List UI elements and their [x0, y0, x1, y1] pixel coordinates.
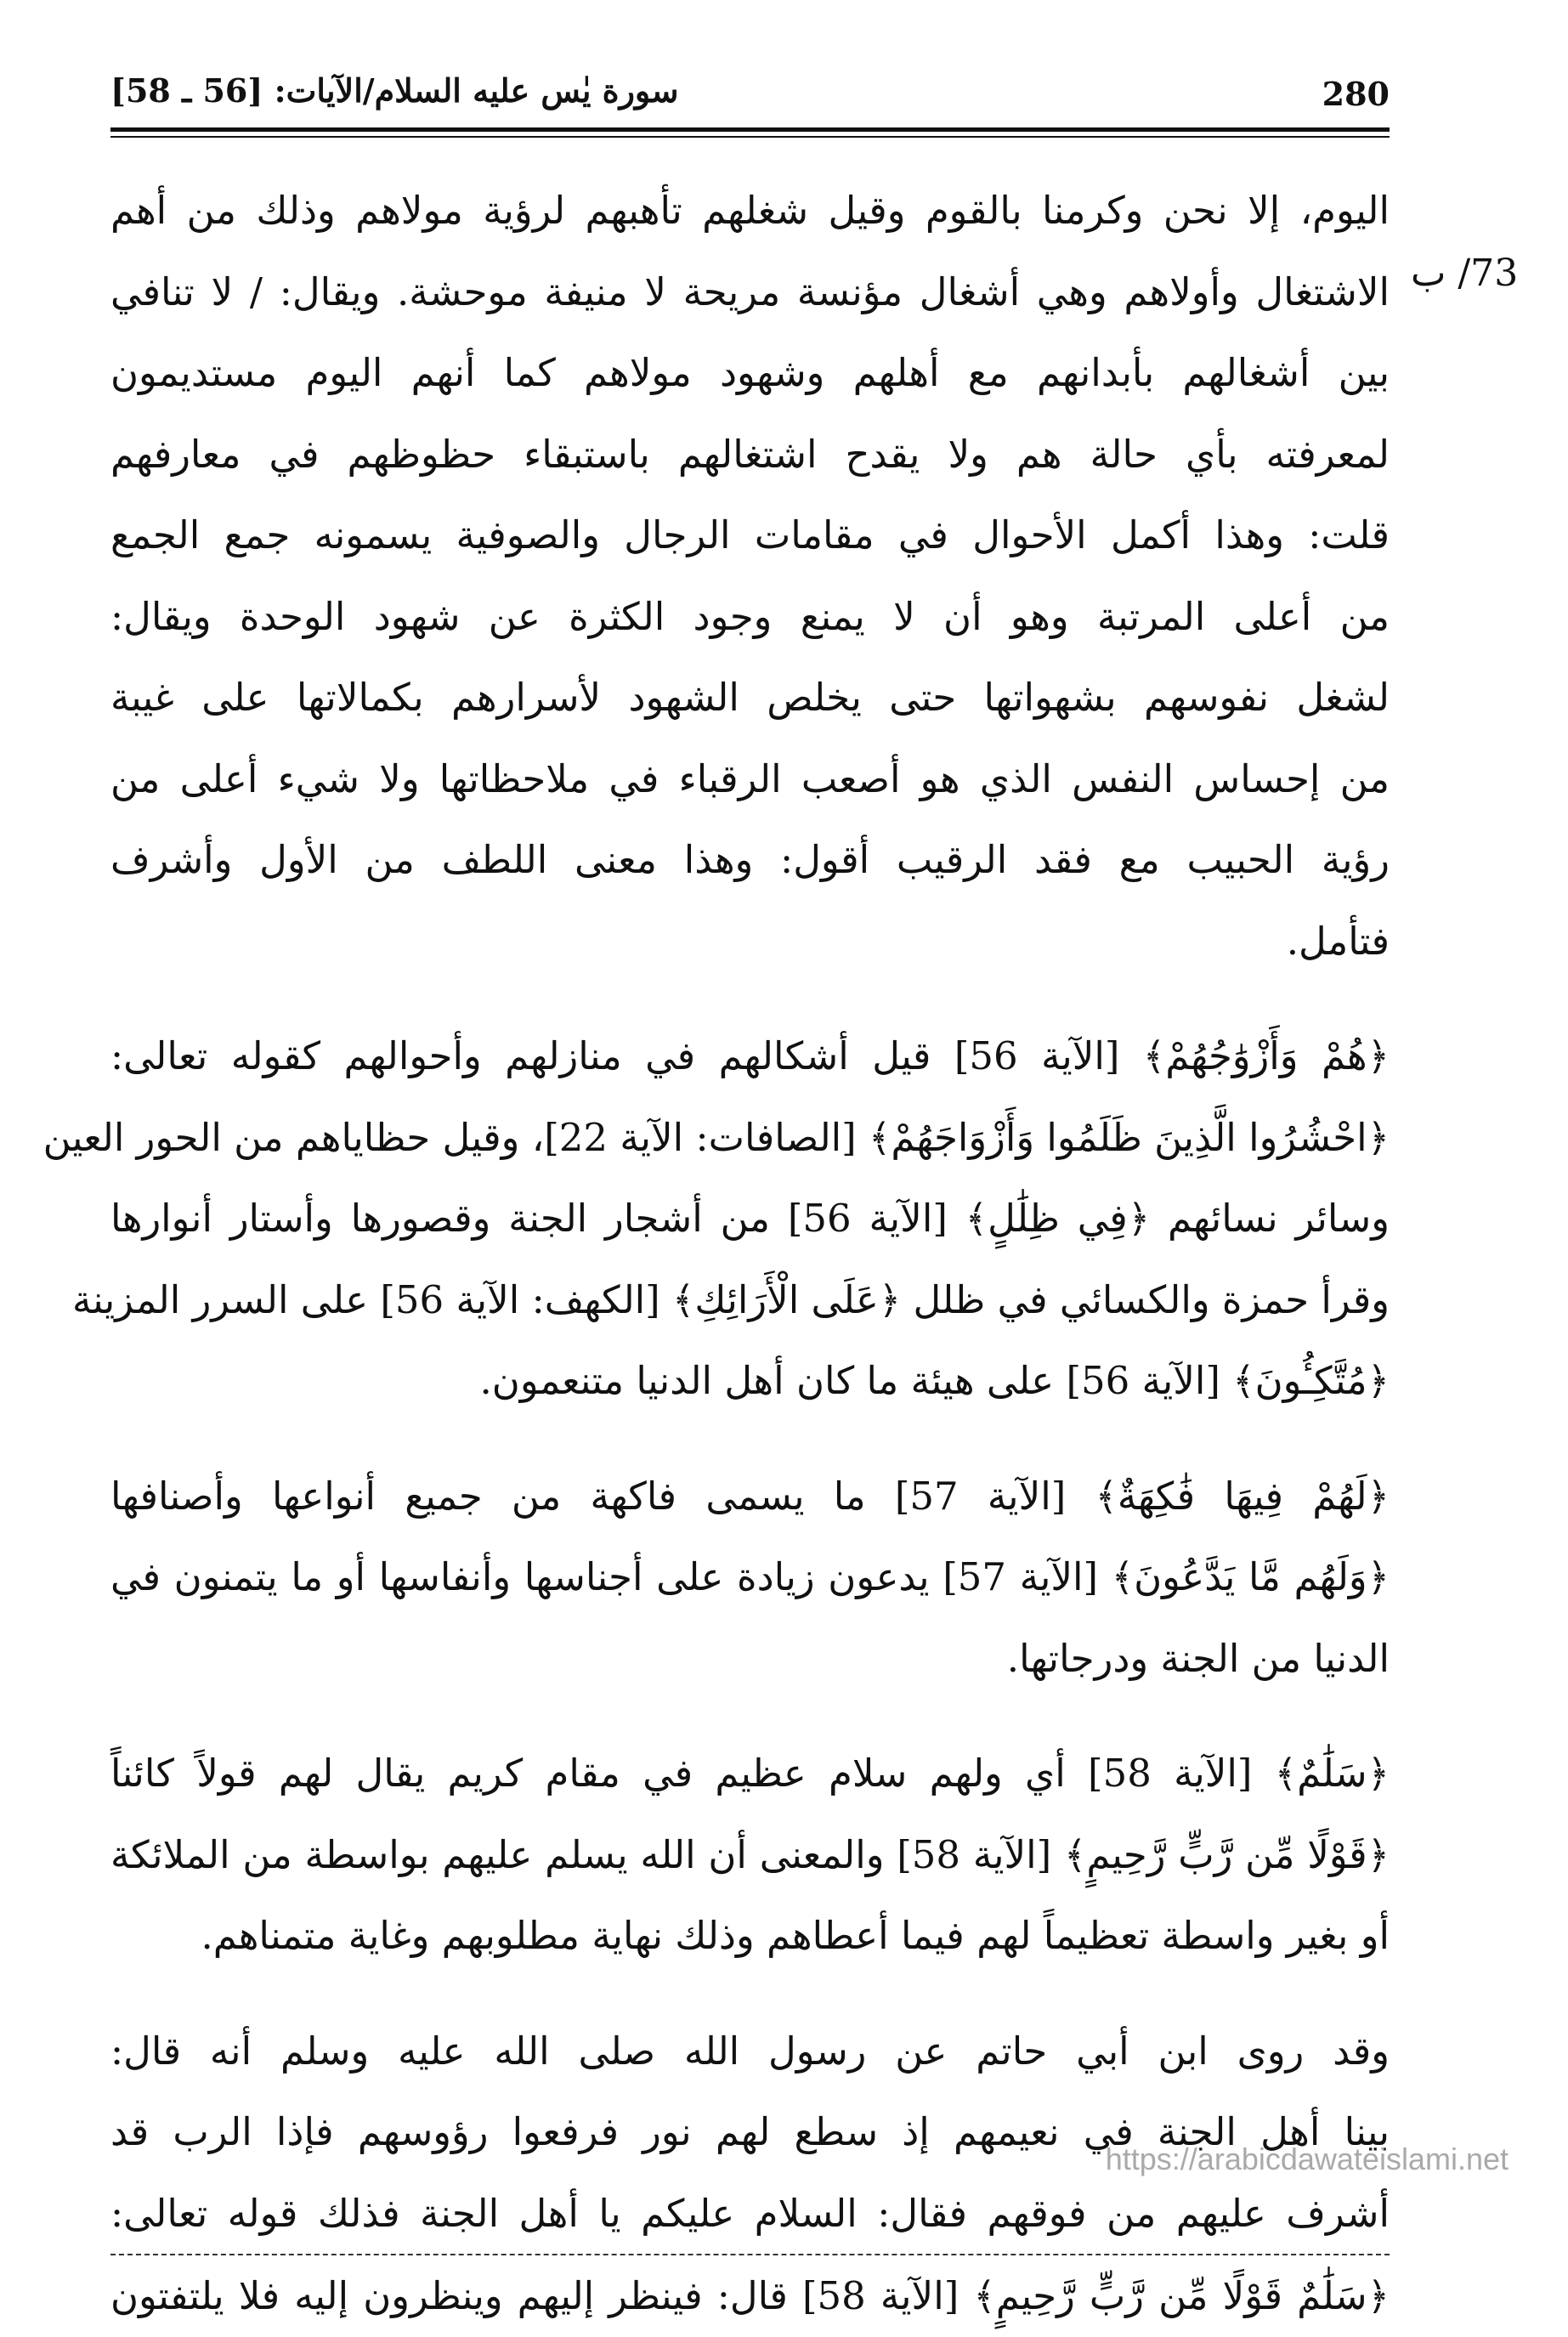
page-number: 280 [1322, 75, 1390, 113]
text-line: من إحساس النفس الذي هو أصعب الرقباء في ملاحظاتها ولا شيء أعلى من [110, 755, 1390, 801]
paragraph-gap [110, 1422, 1390, 1456]
text-line: وقرأ حمزة والكسائي في ظلل ﴿عَلَى الْأَرَائِكِ﴾ [الكهف: الآية 56] على السرر المزينة [71, 1276, 1390, 1322]
running-title: سورة يٰس عليه السلام/الآيات: [56 ـ 58] [110, 71, 679, 110]
text-line: ﴿سَلَٰمٌ﴾ [الآية 58] أي ولهم سلام عظيم في مقام كريم يقال لهم قولاً كائناً [110, 1751, 1390, 1796]
text-line: وسائر نسائهم ﴿فِي ظِلَٰلٍ﴾ [الآية 56] من أشجار الجنة وقصورها وأستار أنوارها [110, 1196, 1390, 1241]
text-line: ﴿مُتَّكِـُٔونَ﴾ [الآية 56] على هيئة ما كان أهل الدنيا متنعمون. [479, 1358, 1390, 1403]
header-rule-thin [110, 136, 1390, 138]
paragraph-gap [110, 982, 1390, 1016]
text-line: أو بغير واسطة تعظيماً لهم فيما أعطاهم وذلك نهاية مطلوبهم وغاية متمناهم. [201, 1913, 1390, 1958]
text-line: بين أشغالهم بأبدانهم مع أهلهم وشهود مولاهم كما أنهم اليوم مستديمون [110, 350, 1390, 395]
text-line: الدنيا من الجنة ودرجاتها. [1006, 1635, 1390, 1681]
paragraph-gap [110, 1699, 1390, 1733]
text-line: اليوم، إلا نحن وكرمنا بالقوم وقيل شغلهم تأهبهم لرؤية مولاهم وذلك من أهم [110, 188, 1390, 233]
paragraph-2 [42, 1016, 1390, 1422]
text-line: من أعلى المرتبة وهو أن لا يمنع وجود الكثرة عن شهود الوحدة ويقال: [110, 593, 1390, 639]
manuscript-folio-note: 73/ ب [1411, 252, 1519, 295]
text-line: فتأمل. [1286, 918, 1390, 964]
text-line: الاشتغال وأولاهم وهي أشغال مؤنسة مريحة لا منيفة موحشة. ويقال: / لا تنافي [110, 269, 1390, 314]
running-header [110, 59, 1390, 133]
text-line: ﴿سَلَٰمٌ قَوْلًا مِّن رَّبٍّ رَّحِيمٍ﴾ [الآية 58] قال: فينظر إليهم وينظرون إليه فلا يلتفتون [110, 2273, 1390, 2318]
text-line: بينا أهل الجنة في نعيمهم إذ سطع لهم نور فرفعوا رؤوسهم فإذا الرب قد [110, 2109, 1390, 2154]
text-line: ﴿احْشُرُوا الَّذِينَ ظَلَمُوا وَأَزْوَاجَهُمْ﴾ [الصافات: الآية 22]، وقيل حظاياهم من الحور العين [42, 1114, 1390, 1160]
text-line: لشغل نفوسهم بشهواتها حتى يخلص الشهود لأسرارهم بكمالاتها على غيبة [110, 675, 1390, 720]
paragraph-4 [110, 1733, 1390, 1977]
paragraph-3 [110, 1456, 1390, 1700]
text-line: ﴿قَوْلًا مِّن رَّبٍّ رَّحِيمٍ﴾ [الآية 58] والمعنى أن الله يسلم عليهم بواسطة من الملائكة [110, 1831, 1390, 1877]
text-line: ﴿لَهُمْ فِيهَا فَٰكِهَةٌ﴾ [الآية 57] ما يسمى فاكهة من جميع أنواعها وأصنافها [110, 1473, 1390, 1519]
text-line: وقد روى ابن أبي حاتم عن رسول الله صلى الله عليه وسلم أنه قال: [110, 2028, 1390, 2074]
text-line: لمعرفته بأي حالة هم ولا يقدح اشتغالهم باستبقاء حظوظهم في معارفهم [110, 431, 1390, 477]
text-line: قلت: وهذا أكمل الأحوال في مقامات الرجال والصوفية يسمونه جمع الجمع [110, 512, 1390, 557]
text-line: أشرف عليهم من فوقهم فقال: السلام عليكم يا أهل الجنة فذلك قوله تعالى: [110, 2173, 1390, 2256]
text-line: ﴿هُمْ وَأَزْوَٰجُهُمْ﴾ [الآية 56] قيل أشكالهم في منازلهم وأحوالهم كقوله تعالى: [110, 1033, 1390, 1078]
watermark-url: https://arabicdawateislami.net [1105, 2142, 1509, 2176]
header-rule-thick [110, 127, 1390, 132]
paragraph-gap [110, 1977, 1390, 2011]
text-line: رؤية الحبيب مع فقد الرقيب أقول: وهذا معنى اللطف من الأول وأشرف [110, 837, 1390, 882]
text-line: ﴿وَلَهُم مَّا يَدَّعُونَ﴾ [الآية 57] يدعون زيادة على أجناسها وأنفاسها أو ما يتمنون في [110, 1554, 1390, 1599]
paragraph-1 [110, 170, 1390, 982]
page-body [42, 170, 1390, 2337]
